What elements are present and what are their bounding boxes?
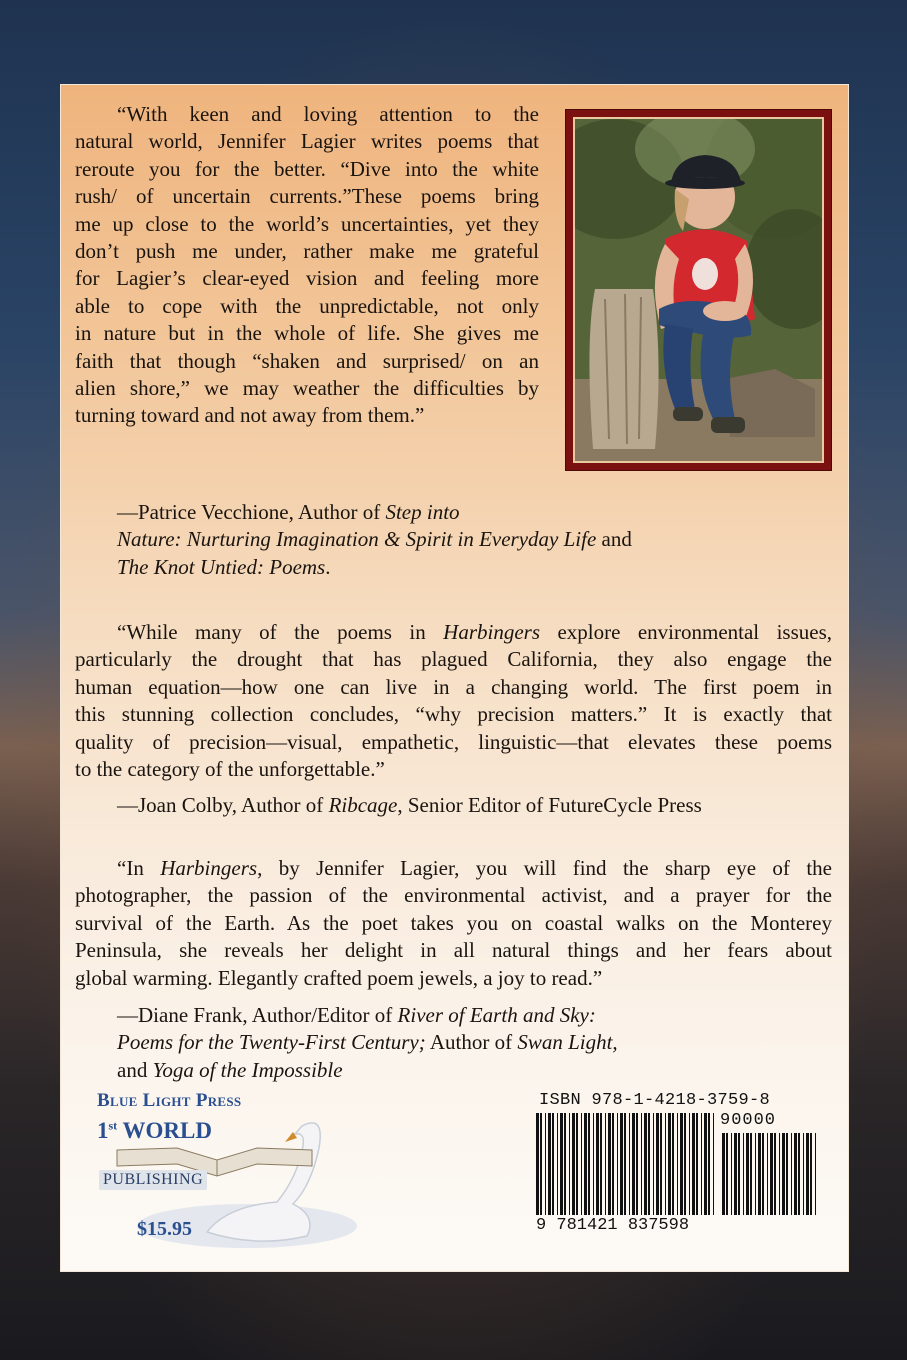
quote-line: in nature but in the whole of life. She gives me: [75, 321, 539, 346]
quote-line: alien shore,” we may weather the difficulties by: [75, 376, 539, 401]
barcode-bar: [617, 1113, 618, 1215]
barcode-bar: [722, 1133, 725, 1215]
imprint-number: 1: [97, 1118, 109, 1143]
barcode-bar: [605, 1113, 606, 1215]
quote-line: survival of the Earth. As the poet takes you on coastal walks on the Monterey: [75, 910, 832, 935]
quote-text: “In: [117, 856, 161, 880]
barcode-bar: [668, 1113, 671, 1215]
attribution-frank: [117, 1002, 837, 1084]
attribution-text: —Patrice Vecchione, Author of: [117, 500, 386, 524]
book-title: The Knot Untied: Poems: [117, 554, 326, 579]
barcode-bar: [572, 1113, 575, 1215]
quote-line: for Lagier’s clear-eyed vision and feeling more: [75, 266, 539, 291]
ean-digits: 9 781421 837598: [536, 1216, 690, 1235]
barcode-bar: [791, 1133, 792, 1215]
barcode-bar: [770, 1133, 773, 1215]
barcode-bar: [738, 1133, 740, 1215]
quote-line: natural world, Jennifer Lagier writes poems that: [75, 129, 539, 154]
quote-line: Peninsula, she reveals her delight in all natural things and her fears about: [75, 938, 832, 963]
book-title: Nature: Nurturing Imagination & Spirit in Everyday Life: [117, 527, 597, 552]
barcode-bar: [665, 1113, 666, 1215]
imprint-ordinal: st: [108, 1118, 118, 1133]
quote-line: faith that though “shaken and surprised/ on an: [75, 348, 539, 373]
price-addon-text: 90000: [720, 1111, 777, 1130]
quote-line: turning toward and not away from them.”: [75, 403, 425, 428]
barcode-bar: [620, 1113, 623, 1215]
barcode-bar: [810, 1133, 812, 1215]
book-title: Poems for the Twenty-First Century;: [117, 1030, 426, 1055]
attribution-text: .: [325, 554, 331, 579]
barcode-bar: [536, 1113, 539, 1215]
quote-line: quality of precision—visual, empathetic, linguistic—that elevates these poems: [75, 729, 832, 754]
publisher-publishing: PUBLISHING: [99, 1170, 207, 1190]
publisher-name: Blue Light Press: [97, 1090, 242, 1111]
author-photo: [573, 117, 824, 463]
quote-line: [75, 619, 832, 646]
barcode-bar: [750, 1133, 752, 1215]
attribution-vecchione: [117, 499, 837, 581]
barcode-bar: [755, 1133, 756, 1215]
barcode-bar: [779, 1133, 780, 1215]
barcode-bar: [798, 1133, 800, 1215]
barcode-bar: [653, 1113, 654, 1215]
barcode-bar: [794, 1133, 797, 1215]
barcode-bar: [624, 1113, 626, 1215]
barcode-bar: [632, 1113, 635, 1215]
quote-text: , by Jennifer Lagier, you will find the sharp eye of the: [257, 856, 832, 880]
book-title: Yoga of the Impossible: [152, 1057, 343, 1082]
barcode-bar: [692, 1113, 695, 1215]
barcode-bar: [696, 1113, 698, 1215]
quote-line: photographer, the passion of the environmental activist, and a prayer for the: [75, 883, 832, 908]
barcode-bar: [701, 1113, 702, 1215]
barcode-bar: [612, 1113, 614, 1215]
attribution-text: Author of: [425, 1030, 518, 1055]
publisher-logo: [97, 1086, 357, 1256]
book-title: Harbingers: [160, 856, 258, 880]
barcode-bar: [786, 1133, 788, 1215]
quote-line: to the category of the unforgettable.”: [75, 757, 385, 782]
quote-text: “While many of the poems in: [117, 620, 444, 644]
attribution-colby: [117, 792, 837, 819]
attribution-text: —Joan Colby, Author of: [117, 793, 329, 817]
book-title: River of Earth and Sky:: [397, 1003, 596, 1027]
book-title: Swan Light,: [517, 1030, 618, 1055]
barcode-bar: [746, 1133, 749, 1215]
quote-line: don’t push me under, rather make me grateful: [75, 239, 539, 264]
quote-line: rush/ of uncertain currents.”These poems bring: [75, 184, 539, 209]
barcode-bar: [677, 1113, 678, 1215]
isbn-barcode: [532, 1091, 822, 1241]
barcode-bar: [803, 1133, 804, 1215]
quote-colby: [75, 619, 832, 783]
barcode-bar: [629, 1113, 630, 1215]
barcode-bar: [660, 1113, 662, 1215]
quote-line: global warming. Elegantly crafted poem jewels, a joy to read.”: [75, 965, 603, 990]
book-title: Ribcage: [328, 793, 398, 817]
author-photo-illustration: [575, 119, 822, 461]
barcode-bar: [815, 1133, 816, 1215]
barcode-bar: [689, 1113, 690, 1215]
quote-line: [75, 855, 832, 882]
barcode-bar: [569, 1113, 570, 1215]
attribution-text: , Senior Editor of FutureCycle Press: [397, 793, 702, 817]
barcode-bar: [680, 1113, 683, 1215]
quote-line: me up close to the world’s uncertainties, yet they: [75, 211, 539, 236]
barcode-bar: [596, 1113, 599, 1215]
book-title: Step into: [385, 500, 460, 524]
barcode-bar: [644, 1113, 647, 1215]
imprint-word: WORLD: [117, 1118, 212, 1143]
barcode-bar: [704, 1113, 707, 1215]
barcode-bar: [588, 1113, 590, 1215]
barcode-bar: [726, 1133, 728, 1215]
quote-line: this stunning collection concludes, “why precision matters.” It is exactly that: [75, 702, 832, 727]
barcode-bar: [545, 1113, 546, 1215]
quote-line: “With keen and loving attention to the: [117, 102, 539, 126]
back-cover-panel: [60, 84, 849, 1272]
barcode-bar: [806, 1133, 809, 1215]
barcode-bar: [743, 1133, 744, 1215]
barcode-bar: [560, 1113, 563, 1215]
attribution-text: and: [596, 527, 632, 552]
barcode-bar: [540, 1113, 542, 1215]
price-label: $15.95: [137, 1218, 192, 1240]
barcode-bar: [581, 1113, 582, 1215]
quote-vecchione: [75, 101, 539, 430]
quote-line: human equation—how one can live in a changing world. The first poem in: [75, 674, 832, 699]
barcode-bar: [648, 1113, 650, 1215]
barcode-bar: [672, 1113, 674, 1215]
barcode-bar: [734, 1133, 737, 1215]
barcode-bar: [608, 1113, 611, 1215]
barcode-bar: [731, 1133, 732, 1215]
barcode-bar: [762, 1133, 764, 1215]
book-title: Harbingers: [443, 620, 541, 644]
barcode-bar: [600, 1113, 602, 1215]
publisher-imprint: [97, 1118, 212, 1144]
barcode-bar: [767, 1133, 768, 1215]
barcode-bar: [656, 1113, 659, 1215]
barcode-bar: [548, 1113, 551, 1215]
barcode-bar: [684, 1113, 686, 1215]
quote-line: particularly the drought that has plagued California, they also engage the: [75, 647, 832, 672]
barcode-bar: [557, 1113, 558, 1215]
barcode-bar: [713, 1113, 714, 1215]
barcode-bar: [641, 1113, 642, 1215]
barcode-bar: [576, 1113, 578, 1215]
barcode-bar: [593, 1113, 594, 1215]
barcode-bar: [552, 1113, 554, 1215]
author-photo-frame: [566, 110, 831, 470]
quote-line: reroute you for the better. “Dive into the white: [75, 156, 539, 181]
attribution-text: —Diane Frank, Author/Editor of: [117, 1003, 398, 1027]
quote-line: able to cope with the unpredictable, not only: [75, 293, 539, 318]
barcode-bar: [584, 1113, 587, 1215]
quote-frank: [75, 855, 832, 992]
barcode-bar: [782, 1133, 785, 1215]
quote-text: explore environmental issues,: [540, 620, 832, 644]
barcode-bar: [774, 1133, 776, 1215]
barcode-bar: [758, 1133, 761, 1215]
attribution-text: and: [117, 1057, 153, 1082]
barcode-bar: [708, 1113, 710, 1215]
barcode-bar: [564, 1113, 566, 1215]
isbn-text: ISBN 978-1-4218-3759-8: [539, 1091, 771, 1110]
barcode-bar: [636, 1113, 638, 1215]
